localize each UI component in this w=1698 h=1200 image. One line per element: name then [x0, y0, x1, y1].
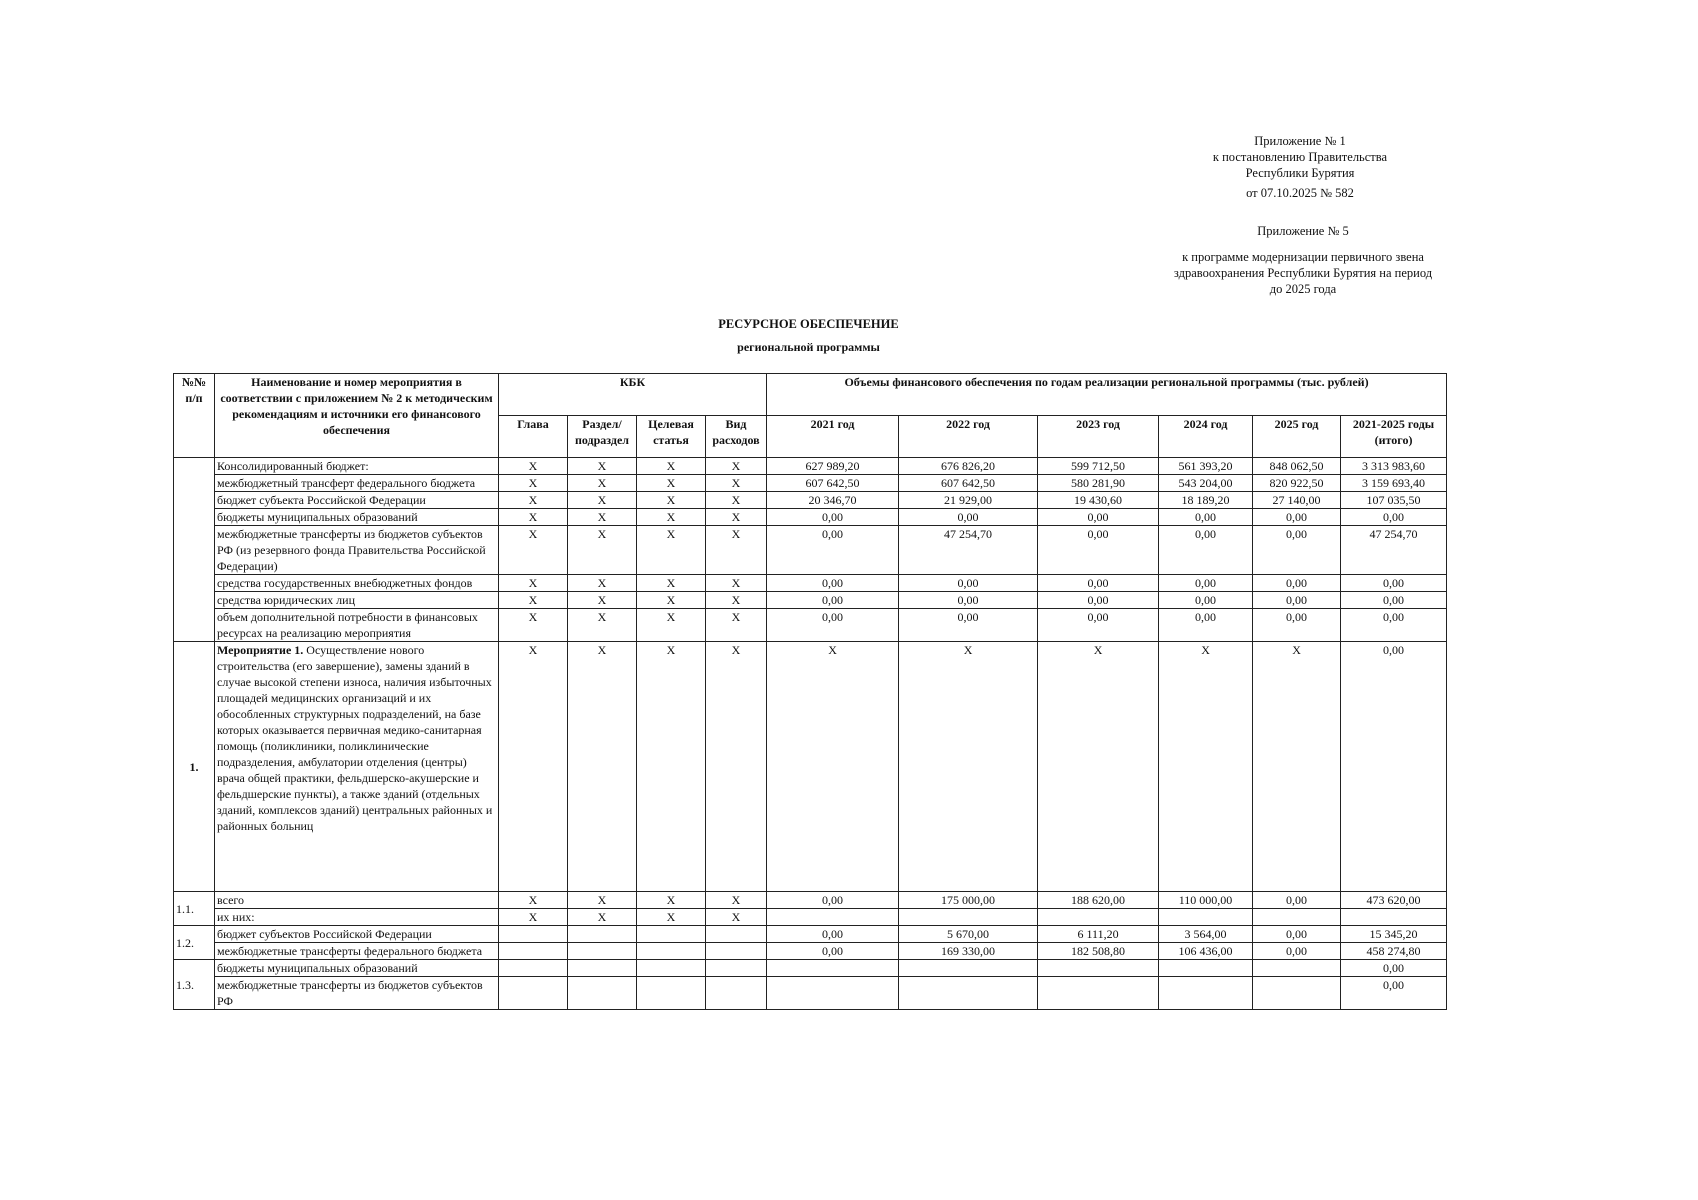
kbk-cell: X [499, 575, 568, 592]
amount-cell: 0,00 [899, 575, 1038, 592]
appendix-1-line: Республики Бурятия [1245, 166, 1355, 180]
kbk-cell: X [499, 526, 568, 575]
amount-cell: 607 642,50 [767, 475, 899, 492]
amount-cell: 0,00 [1341, 977, 1447, 1010]
row-number-cell: 1.3. [174, 960, 215, 1010]
amount-cell: 0,00 [899, 509, 1038, 526]
kbk-cell [637, 943, 706, 960]
kbk-cell: X [706, 892, 767, 909]
kbk-cell: X [637, 609, 706, 642]
kbk-cell [706, 977, 767, 1010]
table-row [174, 909, 1447, 926]
kbk-cell [568, 977, 637, 1010]
amount-cell: 0,00 [1038, 526, 1159, 575]
kbk-cell: X [706, 526, 767, 575]
appendix-1-line: Приложение № 1 [1254, 134, 1346, 148]
header-volumes: Объемы финансового обеспечения по годам реализации региональной программы (тыс. рублей) [767, 374, 1447, 416]
event-name-cell [215, 642, 499, 892]
amount-cell: 0,00 [1341, 642, 1447, 892]
kbk-cell: X [637, 909, 706, 926]
amount-cell [1253, 960, 1341, 977]
kbk-cell: X [568, 609, 637, 642]
header-2023: 2023 год [1038, 416, 1159, 458]
source-name-cell: всего [215, 892, 499, 909]
amount-cell: 0,00 [899, 592, 1038, 609]
amount-cell: 0,00 [767, 892, 899, 909]
table-row [174, 509, 1447, 526]
event-number: 1. [174, 642, 215, 892]
amount-cell: 458 274,80 [1341, 943, 1447, 960]
kbk-cell [499, 960, 568, 977]
appendix-5-line: Приложение № 5 [1257, 224, 1349, 238]
kbk-cell: X [637, 526, 706, 575]
amount-cell: 20 346,70 [767, 492, 899, 509]
source-name-cell: бюджет субъекта Российской Федерации [215, 492, 499, 509]
kbk-cell: X [637, 592, 706, 609]
kbk-cell: X [706, 458, 767, 475]
amount-cell: 18 189,20 [1159, 492, 1253, 509]
amount-cell: 0,00 [767, 609, 899, 642]
table-row [174, 943, 1447, 960]
source-name-cell: объем дополнительной потребности в финансовых ресурсах на реализацию мероприятия [215, 609, 499, 642]
source-name-cell: межбюджетные трансферты из бюджетов субъектов РФ [215, 977, 499, 1010]
source-name-cell: межбюджетный трансферт федерального бюджета [215, 475, 499, 492]
amount-cell: 110 000,00 [1159, 892, 1253, 909]
kbk-cell: X [637, 492, 706, 509]
header-2021: 2021 год [767, 416, 899, 458]
source-name-cell: бюджеты муниципальных образований [215, 960, 499, 977]
table-row [174, 526, 1447, 575]
amount-cell: 0,00 [1253, 509, 1341, 526]
amount-cell: 3 313 983,60 [1341, 458, 1447, 475]
kbk-cell: X [637, 509, 706, 526]
amount-cell: 0,00 [1159, 575, 1253, 592]
kbk-cell: X [499, 592, 568, 609]
amount-cell [767, 977, 899, 1010]
appendix-5-line: к программе модернизации первичного звена [1182, 250, 1424, 264]
table-row [174, 458, 1447, 475]
header-tselevaya: Целевая статья [637, 416, 706, 458]
amount-cell: 107 035,50 [1341, 492, 1447, 509]
kbk-cell [637, 977, 706, 1010]
amount-cell [1159, 977, 1253, 1010]
amount-cell: 27 140,00 [1253, 492, 1341, 509]
source-name-cell: Консолидированный бюджет: [215, 458, 499, 475]
amount-cell: 599 712,50 [1038, 458, 1159, 475]
kbk-cell: X [499, 609, 568, 642]
source-name-cell: бюджеты муниципальных образований [215, 509, 499, 526]
kbk-cell [637, 960, 706, 977]
row-number-cell [174, 458, 215, 642]
amount-cell: 0,00 [1341, 509, 1447, 526]
kbk-cell [706, 943, 767, 960]
amount-cell [767, 960, 899, 977]
kbk-cell: X [568, 592, 637, 609]
amount-cell: 0,00 [1038, 592, 1159, 609]
kbk-cell [706, 926, 767, 943]
kbk-cell [499, 943, 568, 960]
amount-cell: 3 564,00 [1159, 926, 1253, 943]
amount-cell: 0,00 [767, 575, 899, 592]
kbk-cell: X [568, 492, 637, 509]
amount-cell [1159, 909, 1253, 926]
kbk-cell: X [706, 609, 767, 642]
kbk-cell: X [706, 909, 767, 926]
source-name-cell: межбюджетные трансферты федерального бюджета [215, 943, 499, 960]
kbk-cell [568, 926, 637, 943]
kbk-cell: X [499, 492, 568, 509]
table-row [174, 609, 1447, 642]
header-glava: Глава [499, 416, 568, 458]
kbk-cell: X [568, 909, 637, 926]
amount-cell: X [1038, 642, 1159, 892]
header-total: 2021-2025 годы (итого) [1341, 416, 1447, 458]
source-name-cell: средства юридических лиц [215, 592, 499, 609]
source-name-cell: средства государственных внебюджетных фондов [215, 575, 499, 592]
header-num: №№ п/п [174, 374, 215, 458]
amount-cell: X [767, 642, 899, 892]
amount-cell: 0,00 [767, 509, 899, 526]
amount-cell: 820 922,50 [1253, 475, 1341, 492]
appendix-5-line: здравоохранения Республики Бурятия на период [1173, 266, 1433, 280]
amount-cell: 188 620,00 [1038, 892, 1159, 909]
header-vid: Вид расходов [706, 416, 767, 458]
amount-cell: 0,00 [1253, 526, 1341, 575]
source-name-cell: их них: [215, 909, 499, 926]
header-2022: 2022 год [899, 416, 1038, 458]
table-row [174, 960, 1447, 977]
amount-cell: 676 826,20 [899, 458, 1038, 475]
kbk-cell: X [637, 642, 706, 892]
amount-cell [1159, 960, 1253, 977]
amount-cell: 0,00 [1341, 609, 1447, 642]
kbk-cell: X [637, 575, 706, 592]
kbk-cell: X [499, 475, 568, 492]
kbk-cell: X [499, 642, 568, 892]
amount-cell: 106 436,00 [1159, 943, 1253, 960]
amount-cell: 848 062,50 [1253, 458, 1341, 475]
kbk-cell: X [568, 892, 637, 909]
amount-cell: 0,00 [1038, 509, 1159, 526]
kbk-cell: X [637, 475, 706, 492]
row-number-cell: 1.2. [174, 926, 215, 960]
amount-cell: X [899, 642, 1038, 892]
table-row [174, 475, 1447, 492]
amount-cell [899, 960, 1038, 977]
kbk-cell: X [637, 892, 706, 909]
amount-cell: 19 430,60 [1038, 492, 1159, 509]
event-title-text: Осуществление нового строительства (его завершение), замены зданий в случае высокой степени износа, наличия избыточных площадей медицинских организаций и их обособленных структурных подразделений, на базе которых оказывается первичная медико-санитарная помощь (поликлиники, поликлинические подразделения, амбулатории отделения (центры) врача общей практики, фельдшерско-акушерские и фельдшерские пункты), а также зданий (отдельных зданий, комплексов зданий) центральных районных и районных больниц [217, 643, 493, 833]
amount-cell [767, 909, 899, 926]
kbk-cell: X [568, 575, 637, 592]
kbk-cell: X [637, 458, 706, 475]
kbk-cell: X [499, 892, 568, 909]
kbk-cell [637, 926, 706, 943]
amount-cell: X [1253, 642, 1341, 892]
amount-cell: 0,00 [1038, 609, 1159, 642]
amount-cell: 0,00 [1341, 592, 1447, 609]
amount-cell: 182 508,80 [1038, 943, 1159, 960]
amount-cell: 175 000,00 [899, 892, 1038, 909]
kbk-cell: X [706, 492, 767, 509]
amount-cell: 580 281,90 [1038, 475, 1159, 492]
kbk-cell: X [568, 526, 637, 575]
amount-cell: 0,00 [1341, 960, 1447, 977]
amount-cell: 0,00 [1159, 592, 1253, 609]
amount-cell: 473 620,00 [1341, 892, 1447, 909]
amount-cell: 6 111,20 [1038, 926, 1159, 943]
resource-table [173, 373, 1447, 1010]
amount-cell: 3 159 693,40 [1341, 475, 1447, 492]
kbk-cell: X [706, 509, 767, 526]
kbk-cell: X [706, 592, 767, 609]
event-row [174, 642, 1447, 892]
amount-cell: 0,00 [767, 592, 899, 609]
appendix-5-line: до 2025 года [1269, 282, 1337, 296]
document-title: РЕСУРСНОЕ ОБЕСПЕЧЕНИЕ [718, 317, 899, 331]
kbk-cell: X [706, 575, 767, 592]
amount-cell: 0,00 [1253, 892, 1341, 909]
document-subtitle: региональной программы [737, 340, 880, 354]
amount-cell: 15 345,20 [1341, 926, 1447, 943]
amount-cell: 0,00 [1159, 526, 1253, 575]
amount-cell [1038, 909, 1159, 926]
amount-cell [1341, 909, 1447, 926]
source-name-cell: межбюджетные трансферты из бюджетов субъектов РФ (из резервного фонда Правительства Российской Федерации) [215, 526, 499, 575]
amount-cell: 47 254,70 [1341, 526, 1447, 575]
amount-cell [899, 977, 1038, 1010]
header-name: Наименование и номер мероприятия в соответствии с приложением № 2 к методическим рекомендациям и источники его финансового обеспечения [215, 374, 499, 458]
table-row [174, 977, 1447, 1010]
table-row [174, 575, 1447, 592]
amount-cell: 543 204,00 [1159, 475, 1253, 492]
amount-cell: 0,00 [767, 926, 899, 943]
header-2024: 2024 год [1159, 416, 1253, 458]
amount-cell: 0,00 [767, 943, 899, 960]
appendix-1-line: к постановлению Правительства [1212, 150, 1388, 164]
kbk-cell: X [568, 509, 637, 526]
amount-cell: 0,00 [767, 526, 899, 575]
kbk-cell [499, 977, 568, 1010]
amount-cell [1038, 960, 1159, 977]
kbk-cell: X [499, 458, 568, 475]
amount-cell [1253, 909, 1341, 926]
source-name-cell: бюджет субъектов Российской Федерации [215, 926, 499, 943]
appendix-1-line: от 07.10.2025 № 582 [1246, 186, 1354, 200]
amount-cell: 0,00 [1253, 575, 1341, 592]
amount-cell: 0,00 [1253, 609, 1341, 642]
amount-cell: 0,00 [1253, 592, 1341, 609]
kbk-cell: X [499, 909, 568, 926]
appendix-1-block [1150, 133, 1450, 201]
table-row [174, 926, 1447, 943]
amount-cell [1253, 977, 1341, 1010]
amount-cell: 169 330,00 [899, 943, 1038, 960]
amount-cell: 5 670,00 [899, 926, 1038, 943]
amount-cell: X [1159, 642, 1253, 892]
kbk-cell [706, 960, 767, 977]
amount-cell [899, 909, 1038, 926]
kbk-cell [499, 926, 568, 943]
kbk-cell: X [499, 509, 568, 526]
amount-cell: 0,00 [899, 609, 1038, 642]
table-row [174, 492, 1447, 509]
kbk-cell [568, 943, 637, 960]
table-row [174, 892, 1447, 909]
amount-cell: 0,00 [1253, 926, 1341, 943]
kbk-cell: X [568, 458, 637, 475]
header-razdel: Раздел/ подраздел [568, 416, 637, 458]
table-row [174, 592, 1447, 609]
amount-cell: 0,00 [1159, 609, 1253, 642]
amount-cell: 0,00 [1341, 575, 1447, 592]
kbk-cell: X [706, 642, 767, 892]
amount-cell: 0,00 [1159, 509, 1253, 526]
appendix-5-block [1148, 223, 1458, 297]
header-2025: 2025 год [1253, 416, 1341, 458]
amount-cell: 627 989,20 [767, 458, 899, 475]
amount-cell: 47 254,70 [899, 526, 1038, 575]
amount-cell: 0,00 [1038, 575, 1159, 592]
amount-cell: 561 393,20 [1159, 458, 1253, 475]
amount-cell: 21 929,00 [899, 492, 1038, 509]
kbk-cell [568, 960, 637, 977]
kbk-cell: X [568, 642, 637, 892]
row-number-cell: 1.1. [174, 892, 215, 926]
header-kbk: КБК [499, 374, 767, 416]
amount-cell [1038, 977, 1159, 1010]
amount-cell: 607 642,50 [899, 475, 1038, 492]
kbk-cell: X [706, 475, 767, 492]
kbk-cell: X [568, 475, 637, 492]
event-title-bold: Мероприятие 1. [217, 643, 304, 657]
amount-cell: 0,00 [1253, 943, 1341, 960]
